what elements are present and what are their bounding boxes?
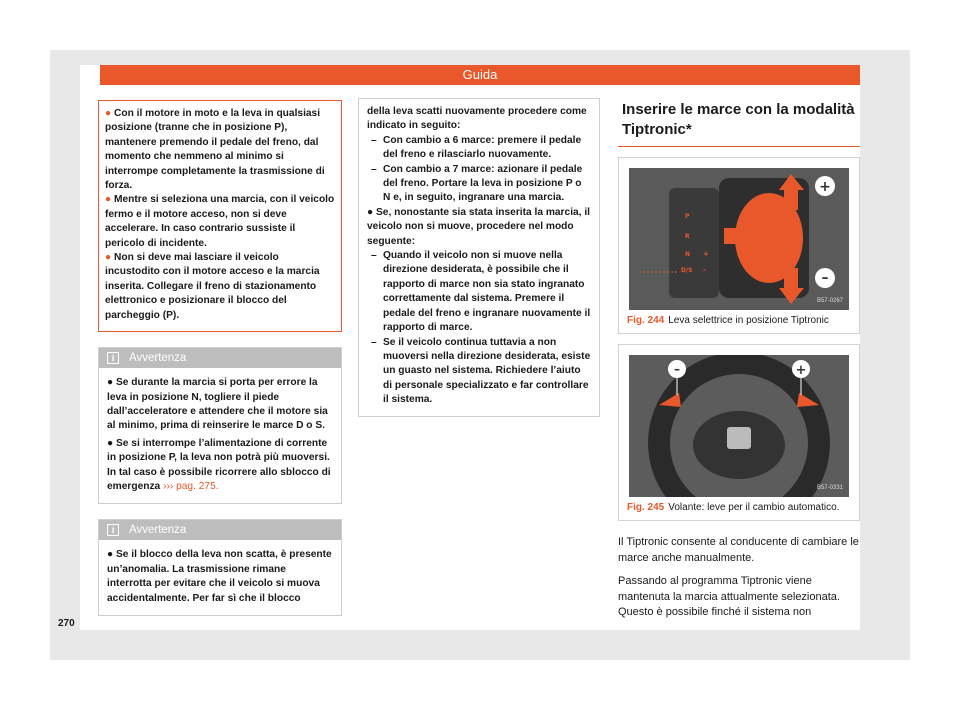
svg-text:+: + — [795, 363, 807, 378]
sub-item: – Se il veicolo continua tuttavia a non muoversi nella direzione desiderata, esiste un guasto nel sistema. Richiedere l’aiuto di personale specializzato e far controllare il sistema. — [371, 336, 591, 406]
note-item: ● Se si interrompe l’alimentazione di corrente in posizione P, la leva non potrà più muoversi. In tal caso è possibile ricorrere allo sblocco di emergenza ››› pag. 275. — [107, 437, 331, 492]
danger-item: ● Con il motore in moto e la leva in qualsiasi posizione (tranne che in posizione P), mantenere premendo il pedale del freno, dal momento che nemmeno al minimo si interrompe completamente la trasmissione di forza. — [105, 108, 325, 192]
column-left — [98, 100, 342, 616]
body-text — [618, 535, 860, 621]
sub-item: – Quando il veicolo non si muove nella direzione desiderata, è possibile che il rapporto di marce non sia stato ingranato correttamente dal sistema. Premere il pedale del freno e ingranare nuovamente il rapporto di marce. — [371, 250, 591, 334]
svg-text:+: + — [703, 250, 709, 258]
danger-box — [98, 100, 342, 332]
section-title: Inserire le marce con la modalità Tiptronic* — [618, 98, 860, 147]
figure-caption: Fig. 244 Leva selettrice in posizione Tiptronic — [627, 315, 829, 326]
figure-code: B57-0331 — [816, 484, 843, 491]
figure-caption: Fig. 245 Volante: leve per il cambio automatico. — [627, 502, 840, 513]
svg-text:D/S: D/S — [681, 267, 693, 274]
info-icon: i — [107, 352, 119, 364]
paragraph: della leva scatti nuovamente procedere come indicato in seguito: — [367, 106, 587, 132]
danger-item: ● Mentre si seleziona una marcia, con il veicolo fermo e il motore acceso, non si deve accelerare. In caso contrario sussiste il pericolo di incidente. — [105, 194, 335, 249]
figure-244 — [618, 157, 860, 334]
page-number: 270 — [58, 618, 75, 629]
note-box — [98, 519, 342, 616]
page-link[interactable]: ››› pag. 275. — [163, 480, 219, 492]
figure-code: B57-0267 — [816, 297, 843, 304]
svg-text:R: R — [685, 233, 690, 240]
paragraph: Il Tiptronic consente al conducente di cambiare le marce anche manualmente. — [618, 536, 859, 564]
svg-text:+: + — [819, 179, 831, 195]
bullet-item: ● Se, nonostante sia stata inserita la marcia, il veicolo non si muove, procedere nel modo seguente: — [367, 206, 591, 247]
note-header: i Avvertenza — [99, 520, 341, 540]
steering-wheel-image — [629, 355, 849, 497]
svg-text:P: P — [685, 213, 690, 220]
column-middle — [358, 98, 600, 417]
figure-245 — [618, 344, 860, 521]
danger-item: ● Non si deve mai lasciare il veicolo incustodito con il motore acceso e la marcia inserita. Collegare il freno di stazionamento elettronico e posizionare il blocco del parcheggio (P). — [105, 252, 320, 321]
note-header: i Avvertenza — [99, 348, 341, 368]
note-item: ● Se durante la marcia si porta per errore la leva in posizione N, togliere il piede dall’acceleratore e attendere che il motore sia al minimo, prima di reinserire le marce D o S. — [107, 377, 328, 432]
note-box — [98, 347, 342, 504]
sub-item: – Con cambio a 6 marce: premere il pedale del freno e rilasciarlo nuovamente. — [371, 134, 582, 161]
chapter-header: Guida — [100, 65, 860, 85]
note-continuation-box — [358, 98, 600, 417]
paragraph: Passando al programma Tiptronic viene mantenuta la marcia attualmente selezionata. Questo è possibile finché il sistema non — [618, 575, 840, 618]
column-right — [618, 98, 860, 629]
sub-item: – Con cambio a 7 marce: azionare il pedale del freno. Portare la leva in posizione P o N e, in seguito, ingranare una marcia. — [371, 163, 583, 204]
info-icon: i — [107, 524, 119, 536]
svg-text:–: – — [821, 270, 829, 286]
svg-text:-: - — [703, 266, 706, 274]
svg-text:N: N — [685, 251, 691, 258]
svg-text:–: – — [674, 362, 680, 376]
note-item: ● Se il blocco della leva non scatta, è presente un’anomalia. La trasmissione rimane interrotta per evitare che il veicolo si muova accidentalmente. Per far sì che il blocco — [107, 549, 332, 604]
gear-lever-image — [629, 168, 849, 310]
